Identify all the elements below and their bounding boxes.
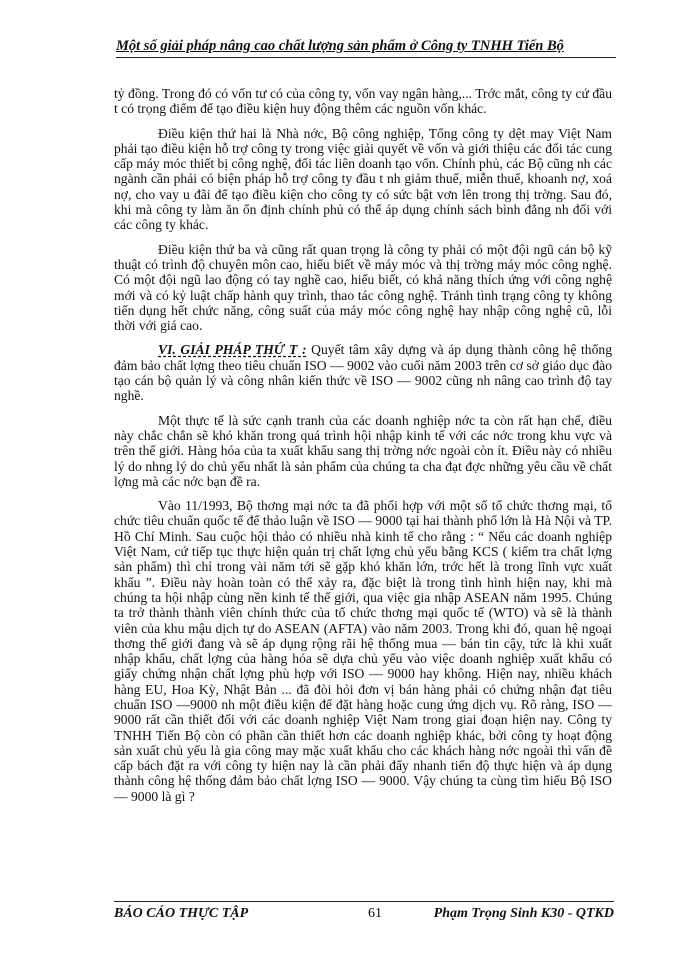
footer-report-label: BÁO CÁO THỰC TẬP [114, 906, 249, 921]
footer-author: Phạm Trọng Sinh K30 - QTKD [433, 906, 614, 921]
paragraph-1: tỷ đồng. Trong đó có vốn tư có của công ty, vốn vay ngân hàng,... Trớc mắt, công ty cứ đầu t có trọng điểm để tạo điều kiện huy động thêm các nguồn vốn khác. [114, 86, 612, 117]
section-heading: VI. GIẢI PHÁP THỨ T : [158, 342, 307, 358]
paragraph-4: Một thực tế là sức cạnh tranh của các doanh nghiệp nớc ta còn rất hạn chế, điều này chắc chắn sẽ khó khăn trong quá trình hội nhập kinh tế với các nớc trong khu vực và trên thế giới. Hàng hóa của ta xuất khẩu sang thị trờng nớc ngoài còn ít. Điều này có nhiều lý do nhng lý do chủ yếu nhất là sản phẩm của chúng ta cha đạt đợc những yêu cầu về chất lợng mà các nớc bạn đề ra. [114, 412, 612, 489]
paragraph-5: Vào 11/1993, Bộ thơng mại nớc ta đã phối hợp với một số tổ chức thơng mại, tổ chức tiêu chuẩn quốc tế để thảo luận về ISO — 9000 tại hai thành phố lớn là Hà Nội và TP. Hồ Chí Minh. Sau cuộc hội thảo có nhiều nhà kinh tế cho rằng : “ Nếu các doanh nghiệp Việt Nam, cứ tiếp tục thực hiện quản trị chất lợng chủ yếu bằng KCS ( kiểm tra chất lợng sản phẩm) thì chỉ trong vài năm tới sẽ gặp khó khăn lớn, trớc hết là trong lĩnh vực xuất khẩu ”. Điều này hoàn toàn có thể xảy ra, đặc biệt là trong tình hình hiện nay, khi mà chúng ta hội nhập cùng nền kinh tế thế giới, qua việc gia nhập ASEAN năm 1995. Chúng ta trở thành thành viên chính thức của tổ chức thơng mại quốc tế (WTO) và sẽ là thành viên của khu mậu dịch tự do ASEAN (AFTA) vào năm 2003. Trong khi đó, quan hệ ngoại thơng thế giới đang và sẽ áp dụng rộng rãi hệ thống mua — bán tin cậy, tức là khi xuất nhập khẩu, chất lợng của hàng hóa sẽ dựa chủ yếu vào việc doanh nghiệp xuất khẩu có giấy chứng nhận chất lợng phù hợp với ISO — 9000 hay không. Hiện nay, nhiều khách hàng EU, Hoa Kỳ, Nhật Bản ... đã đòi hỏi đơn vị bán hàng phải có chứng nhận đạt tiêu chuẩn ISO —9000 nh một điều kiện để đặt hàng hoặc cung ứng dịch vụ. Rõ ràng, ISO — 9000 rất cần thiết đối với các doanh nghiệp Việt Nam trong giai đoạn hiện nay. Công ty TNHH Tiến Bộ còn có phần cần thiết hơn các doanh nghiệp khác, bởi công ty hoạt động sản xuất chủ yếu là gia công may mặc xuất khẩu cho các khách hàng nớc ngoài thì vấn đề cấp bách đặt ra với công ty hiện nay là cần phải đẩy nhanh tiến độ thực hiện và áp dụng thành công hệ thống đảm bảo chất lợng ISO — 9000. Vậy chúng ta cùng tìm hiểu Bộ ISO — 9000 là gì ? [114, 498, 612, 804]
paragraph-2: Điều kiện thứ hai là Nhà nớc, Bộ công nghiệp, Tổng công ty dệt may Việt Nam phải tạo điều kiện hỗ trợ công ty trong việc giải quyết về vốn và giới thiệu các đối tác cung cấp máy móc thiết bị công nghệ, đối tác liên doanh tạo vốn. Chính phủ, các Bộ cũng nh các ngành cần phải có biện pháp hỗ trợ công ty đầu t nh giảm thuế, miễn thuế, khoanh nợ, xoá nợ, cho vay u đãi để tạo điều kiện cho công ty có sức bật vơn lên trong thị trờng. Sau đó, khi mà công ty làm ăn ổn định chính phủ có thể áp dụng chính sách bình đẳng nh đối với các công ty khác. [114, 125, 612, 233]
running-header: Một số giải pháp nâng cao chất lượng sản phẩm ở Công ty TNHH Tiến Bộ [116, 38, 616, 58]
page-number: 61 [368, 906, 382, 921]
body-text [114, 86, 612, 813]
running-footer [114, 906, 614, 926]
section-text: Quyết tâm xây dựng và áp dụng thành công hệ thống đảm bảo chất lợng theo tiêu chuẩn ISO — 9002 vào cuối năm 2003 trên cơ sở giáo dục đào tạo cán bộ quản lý và công nhân kiến thức về ISO — 9002 cũng nh nâng cao trình độ tay nghề. [114, 342, 612, 404]
paragraph-3: Điều kiện thứ ba và cũng rất quan trọng là công ty phải có một đội ngũ cán bộ kỹ thuật có trình độ chuyên môn cao, hiểu biết về máy móc và thị trờng máy móc công nghệ. Có một đội ngũ lao động có tay nghề cao, hiểu biết, có khả năng thích ứng với công nghệ mới và có kỷ luật chấp hành quy trình, thao tác công nghệ. Tránh tình trạng công ty không tiến dụng hết chức năng, công suất của máy móc công nghệ hay nhập công nghệ cũ, lỗi thời với giá cao. [114, 241, 612, 334]
section-paragraph [114, 342, 612, 403]
footer-divider [114, 901, 614, 902]
